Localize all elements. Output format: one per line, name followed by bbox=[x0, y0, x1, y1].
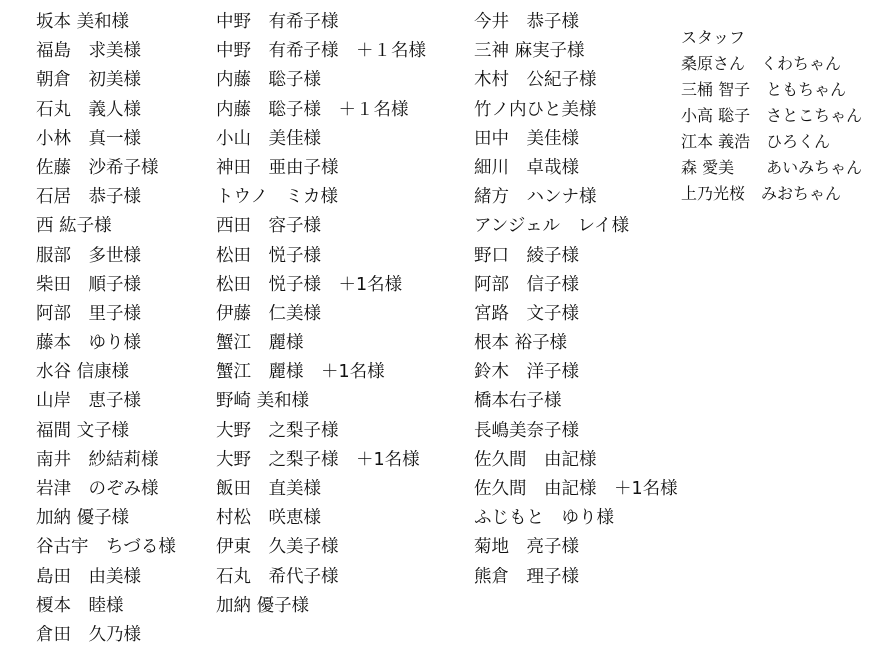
guest-name: 伊藤 仁美様 bbox=[216, 303, 321, 324]
guest-name: 石丸 希代子様 bbox=[216, 566, 339, 587]
guest-name: 石居 恭子様 bbox=[36, 187, 141, 208]
guest-name: 大野 之梨子様 ＋1名様 bbox=[216, 449, 420, 470]
guest-name: 緒方 ハンナ様 bbox=[474, 187, 597, 208]
guest-name: 佐久間 由記様 ＋1名様 bbox=[474, 479, 678, 499]
staff-member: 小高 聡子 さとこちゃん bbox=[681, 106, 863, 125]
staff-member: 森 愛美 あいみちゃん bbox=[681, 158, 863, 177]
guest-name: 飯田 直美様 bbox=[216, 479, 321, 499]
staff-member: 江本 義浩 ひろくん bbox=[681, 132, 831, 151]
guest-name: 藤本 ゆり様 bbox=[36, 333, 141, 354]
guest-name: 蟹江 麗様 bbox=[216, 333, 304, 354]
guest-name: 野崎 美和様 bbox=[216, 391, 310, 412]
guest-column-1 bbox=[36, 8, 176, 650]
guest-name: 西 紘子様 bbox=[36, 216, 112, 237]
guest-name: 西田 容子様 bbox=[216, 216, 321, 237]
guest-name: 松田 悦子様 ＋1名様 bbox=[216, 274, 403, 295]
guest-name: 加納 優子様 bbox=[36, 508, 130, 529]
staff-member: 上乃光桜 みおちゃん bbox=[681, 184, 842, 203]
guest-name: 南井 紗結莉様 bbox=[36, 449, 159, 470]
guest-name: 野口 綾子様 bbox=[474, 245, 579, 266]
guest-name: 佐藤 沙希子様 bbox=[36, 157, 159, 178]
staff-title: スタッフ bbox=[681, 28, 746, 47]
guest-name: 三神 麻実子様 bbox=[474, 41, 585, 62]
staff-member: 三桶 智子 ともちゃん bbox=[681, 80, 847, 99]
guest-name: 坂本 美和様 bbox=[36, 12, 130, 32]
guest-column-3 bbox=[474, 8, 678, 592]
guest-name: 大野 之梨子様 bbox=[216, 420, 339, 441]
guest-name: 木村 公紀子様 bbox=[474, 70, 597, 91]
guest-name: 朝倉 初美様 bbox=[36, 70, 141, 91]
guest-name: 中野 有希子様 ＋１名様 bbox=[216, 41, 426, 62]
guest-name: 谷古宇 ちづる様 bbox=[36, 537, 176, 558]
guest-name: 加納 優子様 bbox=[216, 595, 310, 616]
guest-name: 松田 悦子様 bbox=[216, 245, 321, 266]
guest-name: 服部 多世様 bbox=[36, 245, 141, 266]
staff-member: 桑原さん くわちゃん bbox=[681, 54, 842, 73]
guest-name: 橋本右子様 bbox=[474, 391, 562, 412]
guest-name: 石丸 義人様 bbox=[36, 99, 141, 120]
guest-name: 島田 由美様 bbox=[36, 566, 141, 587]
guest-name: 山岸 恵子様 bbox=[36, 391, 141, 412]
guest-name: 熊倉 理子様 bbox=[474, 566, 579, 587]
guest-name: 小林 真一様 bbox=[36, 128, 141, 149]
guest-name: 今井 恭子様 bbox=[474, 12, 579, 32]
guest-name: 中野 有希子様 bbox=[216, 12, 339, 32]
guest-name: 鈴木 洋子様 bbox=[474, 362, 579, 383]
guest-name: 小山 美佳様 bbox=[216, 128, 321, 149]
guest-name: 宮路 文子様 bbox=[474, 303, 579, 324]
guest-name: トウノ ミカ様 bbox=[216, 187, 338, 208]
guest-name: 内藤 聡子様 bbox=[216, 70, 321, 91]
guest-name: 細川 卓哉様 bbox=[474, 157, 579, 178]
guest-name: 神田 亜由子様 bbox=[216, 157, 339, 178]
guest-name: 内藤 聡子様 ＋１名様 bbox=[216, 99, 409, 120]
guest-name: 阿部 信子様 bbox=[474, 274, 579, 295]
guest-name: 柴田 順子様 bbox=[36, 274, 141, 295]
guest-name: 菊地 亮子様 bbox=[474, 537, 579, 558]
staff-section bbox=[681, 24, 862, 207]
guest-name: 田中 美佳様 bbox=[474, 128, 579, 149]
guest-name: 長嶋美奈子様 bbox=[474, 420, 579, 441]
guest-name: 根本 裕子様 bbox=[474, 333, 568, 354]
guest-name: 岩津 のぞみ様 bbox=[36, 479, 159, 499]
guest-name: 阿部 里子様 bbox=[36, 303, 141, 324]
guest-name: 伊東 久美子様 bbox=[216, 537, 339, 558]
guest-name: 水谷 信康様 bbox=[36, 362, 130, 383]
guest-column-2 bbox=[216, 8, 426, 621]
guest-name: 福間 文子様 bbox=[36, 420, 130, 441]
guest-name: 村松 咲恵様 bbox=[216, 508, 321, 529]
guest-name: 榎本 睦様 bbox=[36, 595, 124, 616]
staff-list bbox=[681, 51, 862, 207]
guest-name: 福島 求美様 bbox=[36, 41, 141, 62]
guest-name: アンジェル レイ様 bbox=[474, 216, 630, 237]
guest-name: 倉田 久乃様 bbox=[36, 624, 141, 645]
guest-name: 佐久間 由記様 bbox=[474, 449, 597, 470]
guest-name: ふじもと ゆり様 bbox=[474, 508, 614, 529]
guest-name: 竹ノ内ひと美様 bbox=[474, 99, 597, 120]
guest-name: 蟹江 麗様 ＋1名様 bbox=[216, 362, 385, 383]
